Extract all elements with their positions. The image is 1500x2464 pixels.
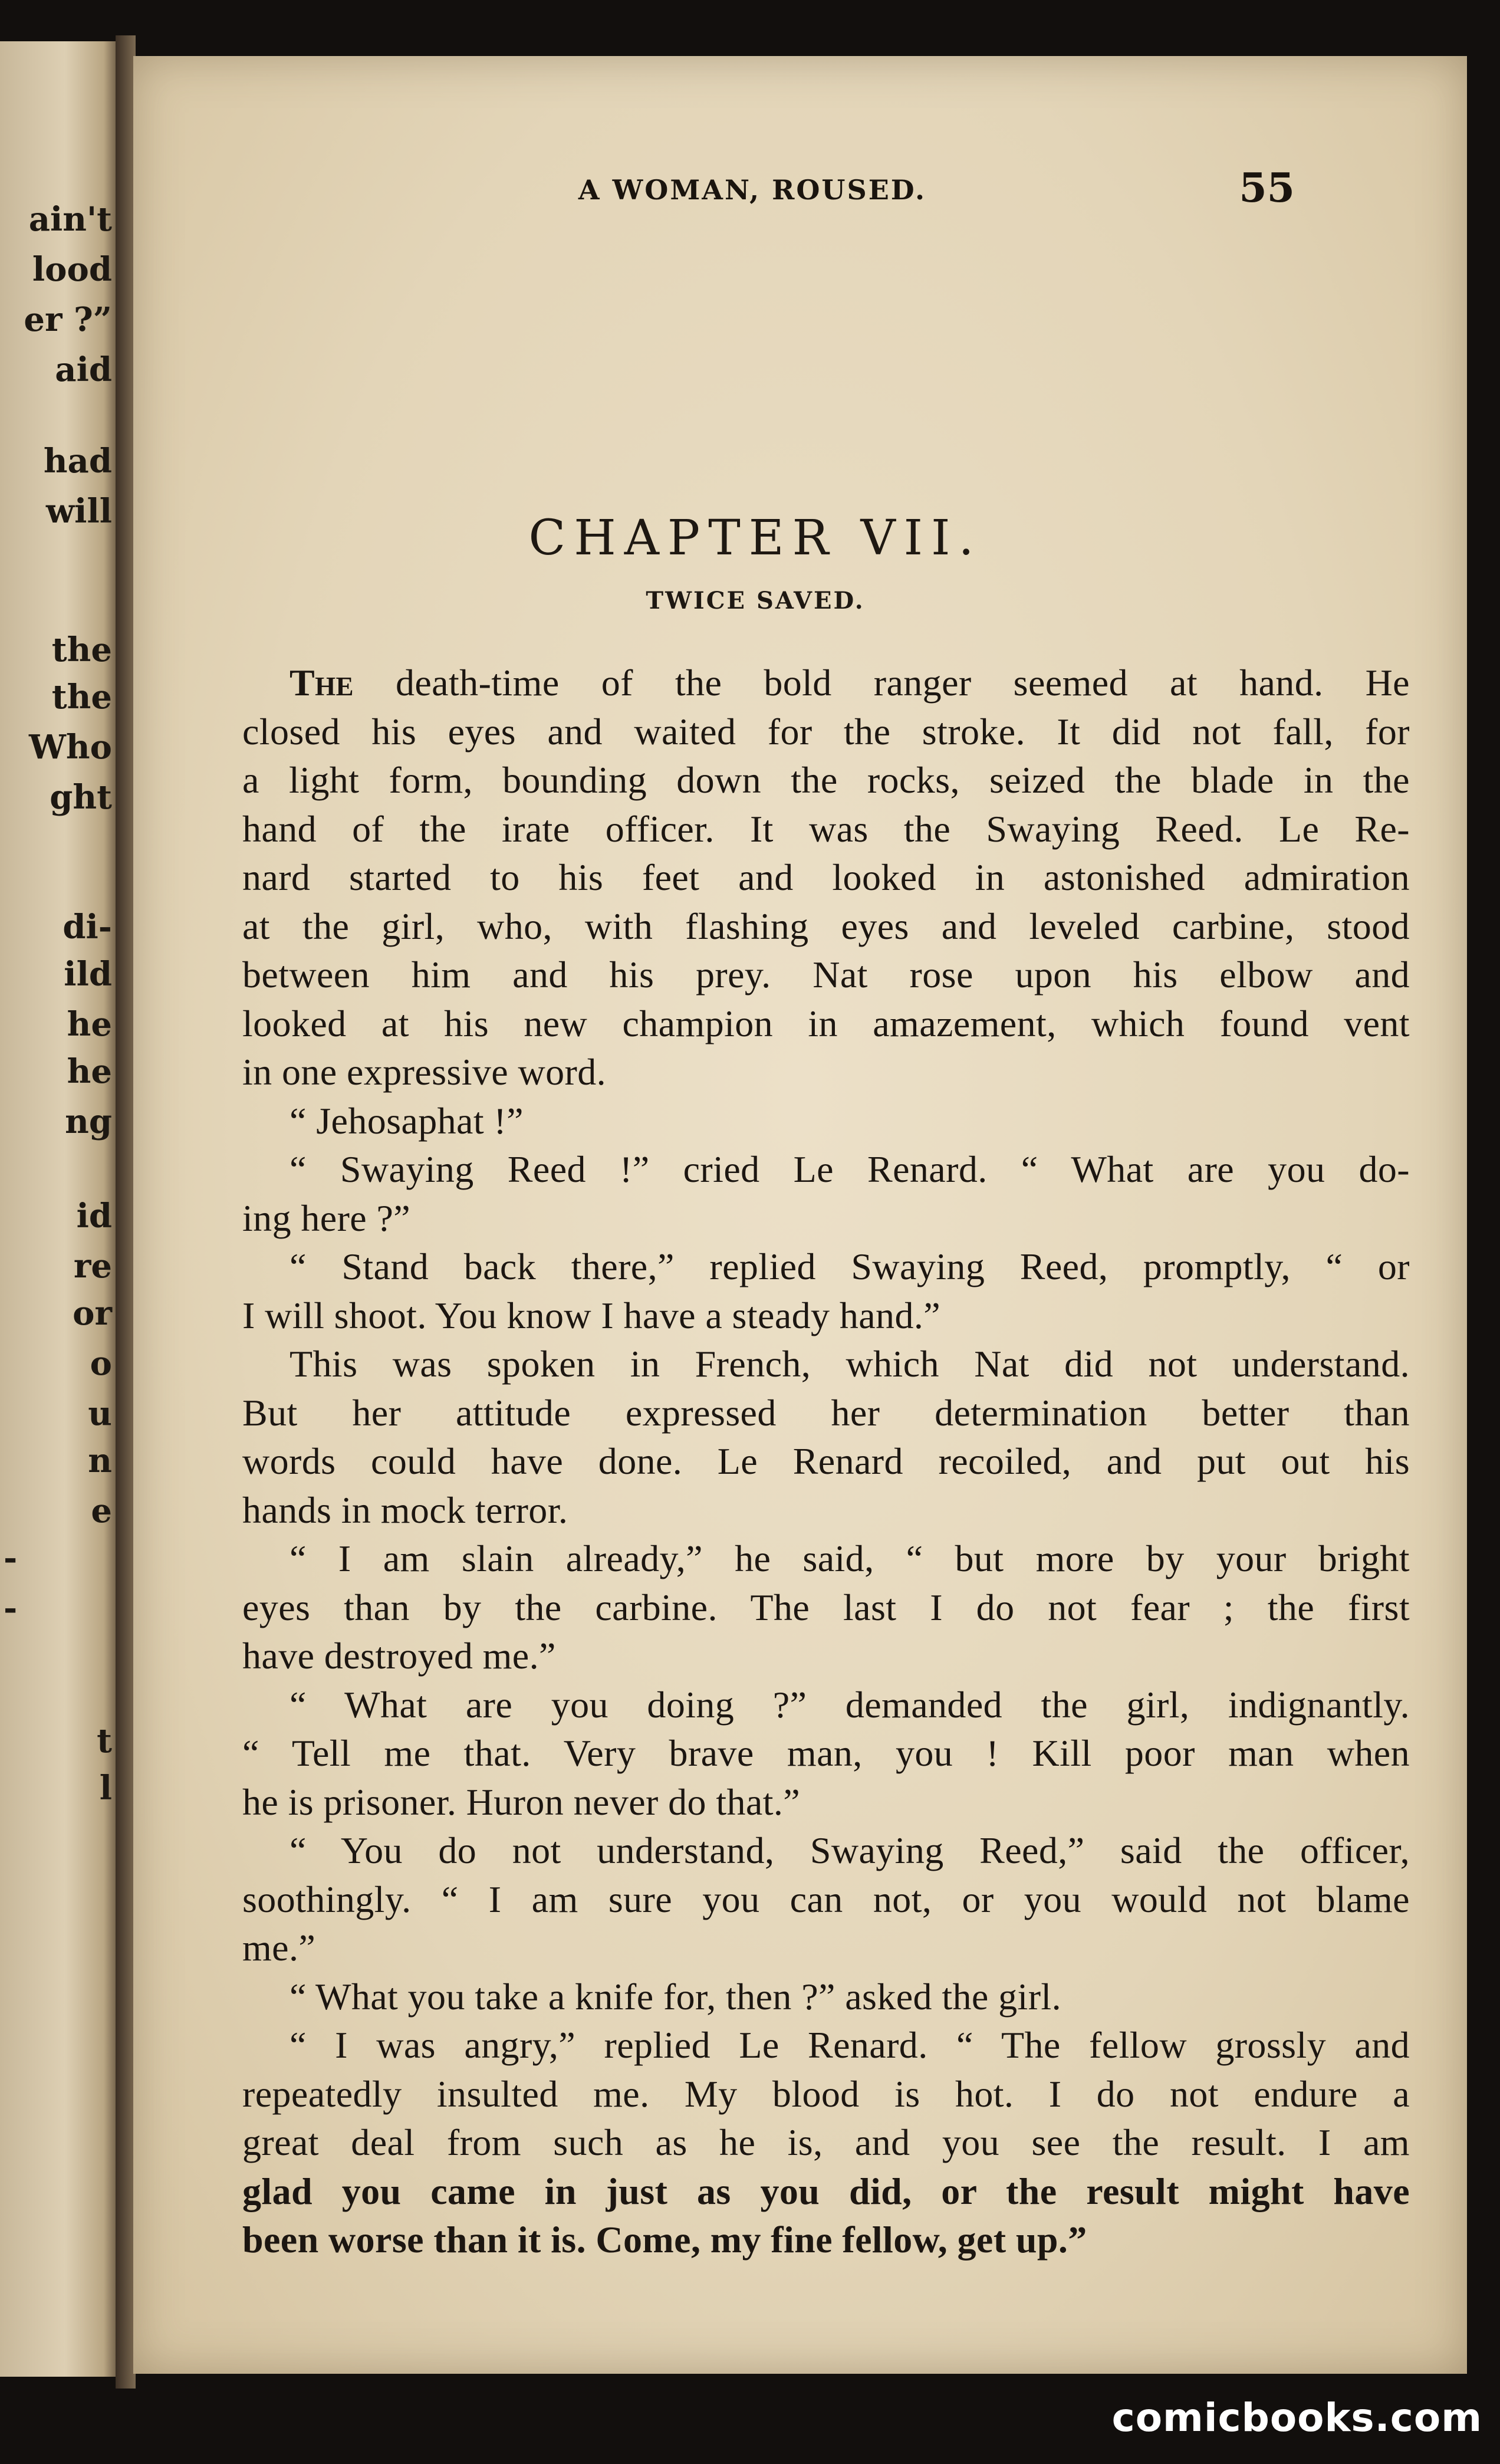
chapter-subtitle: TWICE SAVED. [646,587,865,615]
left-page-fragment: id [76,1197,112,1236]
paragraph-lead-word: The [290,662,354,704]
left-page-fragment: ng [65,1102,112,1141]
paragraph [242,1826,1410,1973]
paragraph [242,1145,1410,1243]
text-line: in one expressive word. [242,1051,607,1093]
chapter-title: CHAPTER VII. [528,510,982,566]
text-line: at the girl, who, with flashing eyes and leveled carbine, stood [242,905,1410,947]
text-line: looked at his new champion in amazement, which found vent [242,1002,1410,1044]
text-line: been worse than it is. Come, my fine fellow, get up.” [242,2219,1087,2261]
left-page-fragment: - [4,1539,18,1578]
text-line: between him and his prey. Nat rose upon his elbow and [242,954,1410,996]
left-page-fragment: ild [64,955,112,994]
left-page-fragment: he [67,1005,112,1044]
left-page-fragment: lood [32,250,112,289]
book-gutter [116,35,136,2389]
left-page-fragment: di- [63,908,112,947]
paragraph [242,1340,1410,1535]
left-page-fragment: l [99,1769,112,1808]
left-page-fragment: o [90,1344,112,1383]
left-page-fragment: or [73,1294,112,1333]
text-line: But her attitude expressed her determination better than [242,1391,1410,1434]
left-page-fragment: re [73,1247,112,1286]
text-line: nard started to his feet and looked in astonished admiration [242,856,1410,898]
left-page-fragment: t [97,1721,112,1760]
text-line: glad you came in just as you did, or the result might have [242,2170,1410,2212]
text-line: This was spoken in French, which Nat did not understand. [290,1343,1410,1385]
running-head: A WOMAN, ROUSED. [578,174,927,206]
text-line: repeatedly insulted me. My blood is hot. I do not endure a [242,2072,1410,2115]
paragraph [242,1973,1410,2022]
left-page-fragment: the [51,678,112,717]
left-page-fragment: will [45,492,112,531]
previous-page-edge [0,41,118,2377]
text-line: “ Tell me that. Very brave man, you ! Kill poor man when [242,1732,1410,1774]
text-line: he is prisoner. Huron never do that.” [242,1780,801,1823]
paragraph [242,659,1410,1097]
left-page-fragment: he [67,1052,112,1091]
text-line: great deal from such as he is, and you see the result. I am [242,2121,1410,2163]
left-page-fragment: e [91,1491,112,1530]
chapter-body-text [242,659,1410,2265]
site-watermark: comicbooks.com [1111,2395,1482,2440]
text-line: hands in mock terror. [242,1489,568,1531]
book-page [133,56,1467,2374]
left-page-fragment: ain't [28,200,112,239]
text-line: ing here ?” [242,1197,411,1239]
paragraph [242,1097,1410,1146]
left-page-fragment: Who [29,728,112,767]
text-line: words could have done. Le Renard recoiled, and put out his [242,1440,1410,1482]
text-line: “ What you take a knife for, then ?” asked the girl. [290,1975,1061,2018]
text-line: “ Swaying Reed !” cried Le Renard. “ What are you do- [290,1148,1410,1190]
text-line: “ Stand back there,” replied Swaying Reed, promptly, “ or [290,1246,1410,1287]
line-text: death-time of the bold ranger seemed at hand. He [353,662,1410,704]
text-line: have destroyed me.” [242,1635,556,1677]
text-line: “ Jehosaphat !” [290,1099,524,1142]
text-line: “ You do not understand, Swaying Reed,” said the officer, [290,1829,1410,1871]
text-line: “ I was angry,” replied Le Renard. “ The fellow grossly and [290,2024,1410,2066]
paragraph [242,1243,1410,1340]
paragraph [242,1535,1410,1681]
left-page-fragment: er ?” [24,300,112,339]
paragraph [242,2021,1410,2265]
left-page-fragment: ght [50,778,112,817]
left-page-fragment: - [4,1589,18,1628]
text-line: hand of the irate officer. It was the Swaying Reed. Le Re- [242,807,1410,850]
text-line [242,659,1410,708]
text-line: “ I am slain already,” he said, “ but more by your bright [290,1537,1410,1579]
left-page-fragment: aid [55,350,112,389]
text-line: I will shoot. You know I have a steady hand.” [242,1294,941,1336]
left-page-fragment: n [88,1441,112,1480]
text-line: eyes than by the carbine. The last I do not fear ; the first [242,1586,1410,1628]
text-line: “ What are you doing ?” demanded the girl, indignantly. [290,1683,1410,1726]
text-line: me.” [242,1927,316,1969]
text-line: soothingly. “ I am sure you can not, or you would not blame [242,1878,1410,1920]
page-number: 55 [1239,165,1295,212]
text-line: closed his eyes and waited for the stroke. It did not fall, for [242,710,1410,753]
left-page-fragment: had [43,442,112,481]
left-page-fragment: u [88,1394,112,1433]
paragraph [242,1681,1410,1827]
text-line: a light form, bounding down the rocks, seized the blade in the [242,759,1410,801]
left-page-fragment: the [51,630,112,669]
